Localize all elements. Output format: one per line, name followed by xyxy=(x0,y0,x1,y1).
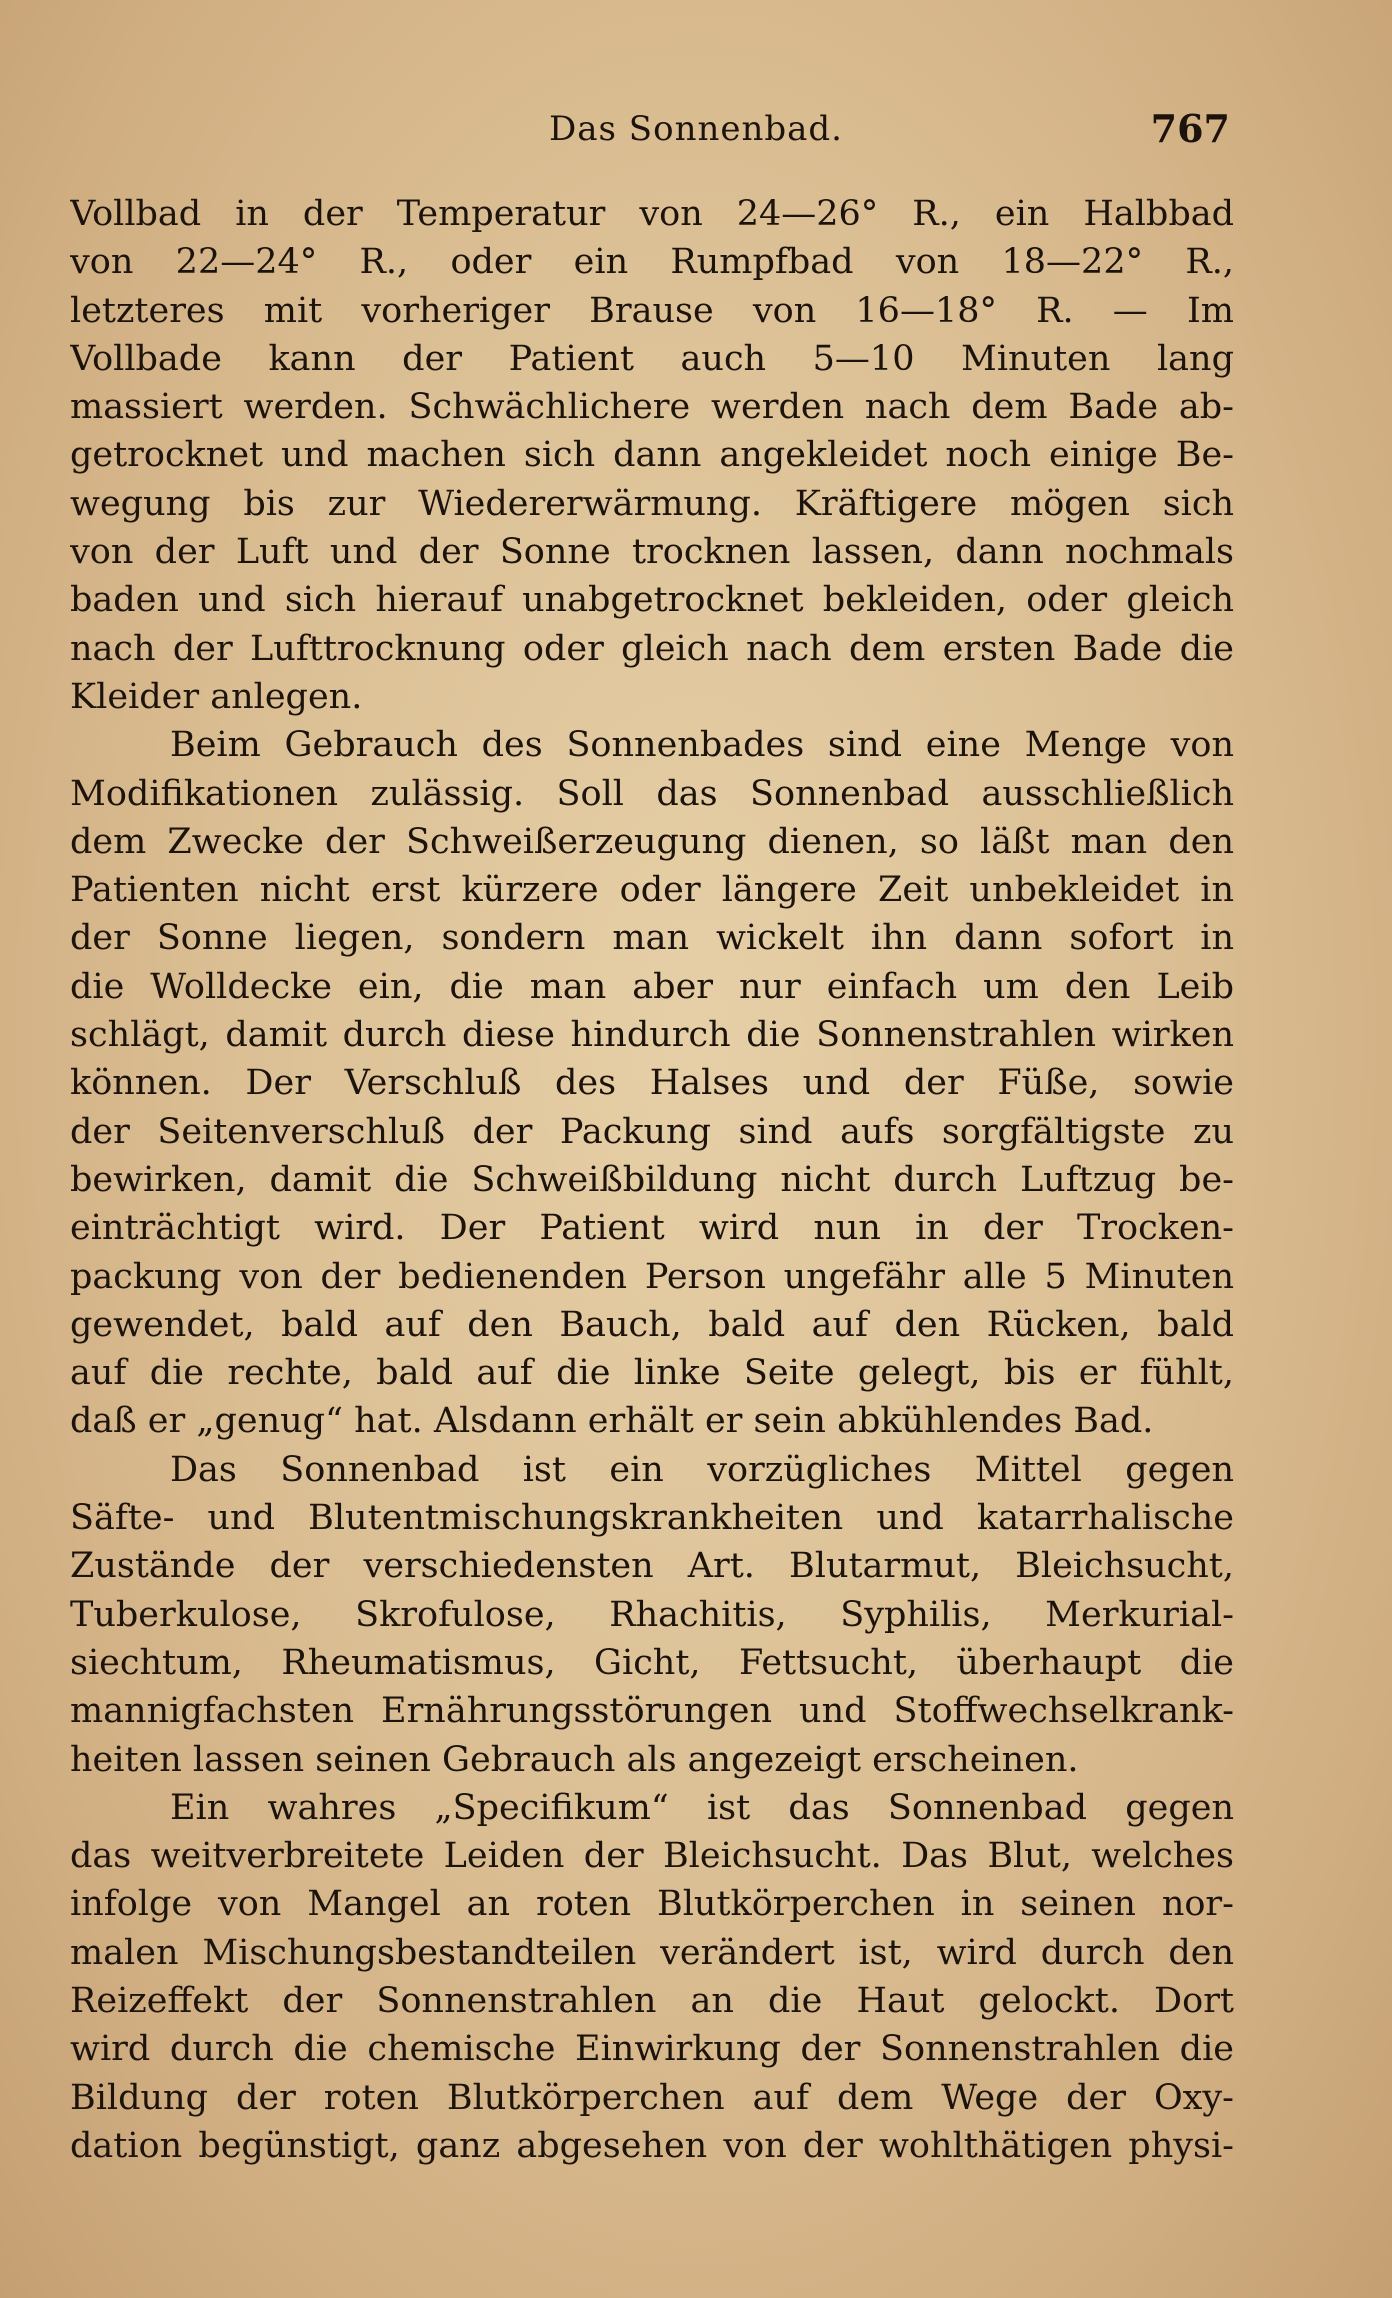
text-line: von 22—24° R., oder ein Rumpfbad von 18—22° R., xyxy=(70,242,1234,283)
text-line: baden und sich hierauf unabgetrocknet bekleiden, oder gleich xyxy=(70,580,1234,621)
text-line: Kleider anlegen. xyxy=(70,676,363,717)
text-line: bewirken, damit die Schweißbildung nicht durch Luftzug be- xyxy=(70,1159,1234,1200)
text-line: können. Der Verschluß des Halses und der Füße, sowie xyxy=(70,1063,1234,1104)
text-line: von der Luft und der Sonne trocknen lassen, dann nochmals xyxy=(70,532,1234,573)
running-head xyxy=(0,104,1392,154)
text-line: letzteres mit vorheriger Brause von 16—18° R. — Im xyxy=(70,290,1234,331)
text-line: massiert werden. Schwächlichere werden nach dem Bade ab- xyxy=(70,387,1234,428)
text-line: Beim Gebrauch des Sonnenbades sind eine Menge von xyxy=(170,725,1234,766)
text-line: daß er „genug“ hat. Alsdann erhält er sein abkühlendes Bad. xyxy=(70,1401,1154,1442)
text-line: Modifikationen zulässig. Soll das Sonnenbad ausschließlich xyxy=(70,773,1234,814)
text-line: malen Mischungsbestandteilen verändert ist, wird durch den xyxy=(70,1932,1234,1973)
text-line: packung von der bedienenden Person ungefähr alle 5 Minuten xyxy=(70,1256,1234,1297)
text-line: Das Sonnenbad ist ein vorzügliches Mittel gegen xyxy=(170,1449,1234,1490)
text-line: heiten lassen seinen Gebrauch als angezeigt erscheinen. xyxy=(70,1739,1079,1780)
text-line: dem Zwecke der Schweißerzeugung dienen, so läßt man den xyxy=(70,821,1234,862)
text-line: Patienten nicht erst kürzere oder längere Zeit unbekleidet in xyxy=(70,870,1234,911)
text-line: einträchtigt wird. Der Patient wird nun in der Trocken- xyxy=(70,1208,1234,1249)
text-line: auf die rechte, bald auf die linke Seite gelegt, bis er fühlt, xyxy=(70,1353,1234,1394)
text-line: gewendet, bald auf den Bauch, bald auf den Rücken, bald xyxy=(70,1304,1234,1345)
running-title: Das Sonnenbad. xyxy=(549,109,843,149)
text-line: Bildung der roten Blutkörperchen auf dem Wege der Oxy- xyxy=(70,2077,1234,2118)
text-line: Zustände der verschiedensten Art. Blutarmut, Bleichsucht, xyxy=(70,1546,1234,1587)
text-line: Säfte- und Blutentmischungskrankheiten und katarrhalische xyxy=(70,1498,1234,1539)
text-line: das weitverbreitete Leiden der Bleichsucht. Das Blut, welches xyxy=(70,1836,1234,1877)
text-line: der Seitenverschluß der Packung sind aufs sorgfältigste zu xyxy=(70,1111,1234,1152)
text-line: mannigfachsten Ernährungsstörungen und Stoffwechselkrank- xyxy=(70,1691,1234,1732)
text-line: Vollbade kann der Patient auch 5—10 Minuten lang xyxy=(70,338,1234,379)
text-line: wegung bis zur Wiedererwärmung. Kräftigere mögen sich xyxy=(70,483,1234,524)
text-line: dation begünstigt, ganz abgesehen von der wohlthätigen physi- xyxy=(70,2125,1234,2166)
text-line: infolge von Mangel an roten Blutkörperchen in seinen nor- xyxy=(70,1884,1234,1925)
text-line: siechtum, Rheumatismus, Gicht, Fettsucht, überhaupt die xyxy=(70,1642,1234,1683)
page-number: 767 xyxy=(1150,106,1230,151)
text-line: Tuberkulose, Skrofulose, Rhachitis, Syphilis, Merkurial- xyxy=(70,1594,1234,1635)
text-line: Vollbad in der Temperatur von 24—26° R., ein Halbbad xyxy=(70,194,1234,234)
text-line: die Wolldecke ein, die man aber nur einfach um den Leib xyxy=(70,966,1234,1007)
text-line: der Sonne liegen, sondern man wickelt ihn dann sofort in xyxy=(70,918,1234,959)
body-text xyxy=(70,190,1234,2170)
text-line: Ein wahres „Specifikum“ ist das Sonnenbad gegen xyxy=(170,1787,1234,1828)
text-line: Reizeffekt der Sonnenstrahlen an die Haut gelockt. Dort xyxy=(70,1980,1234,2021)
text-line: nach der Lufttrocknung oder gleich nach dem ersten Bade die xyxy=(70,628,1234,669)
text-line: wird durch die chemische Einwirkung der Sonnenstrahlen die xyxy=(70,2029,1234,2070)
text-line: getrocknet und machen sich dann angekleidet noch einige Be- xyxy=(70,435,1234,476)
text-line: schlägt, damit durch diese hindurch die Sonnenstrahlen wirken xyxy=(70,1015,1234,1056)
